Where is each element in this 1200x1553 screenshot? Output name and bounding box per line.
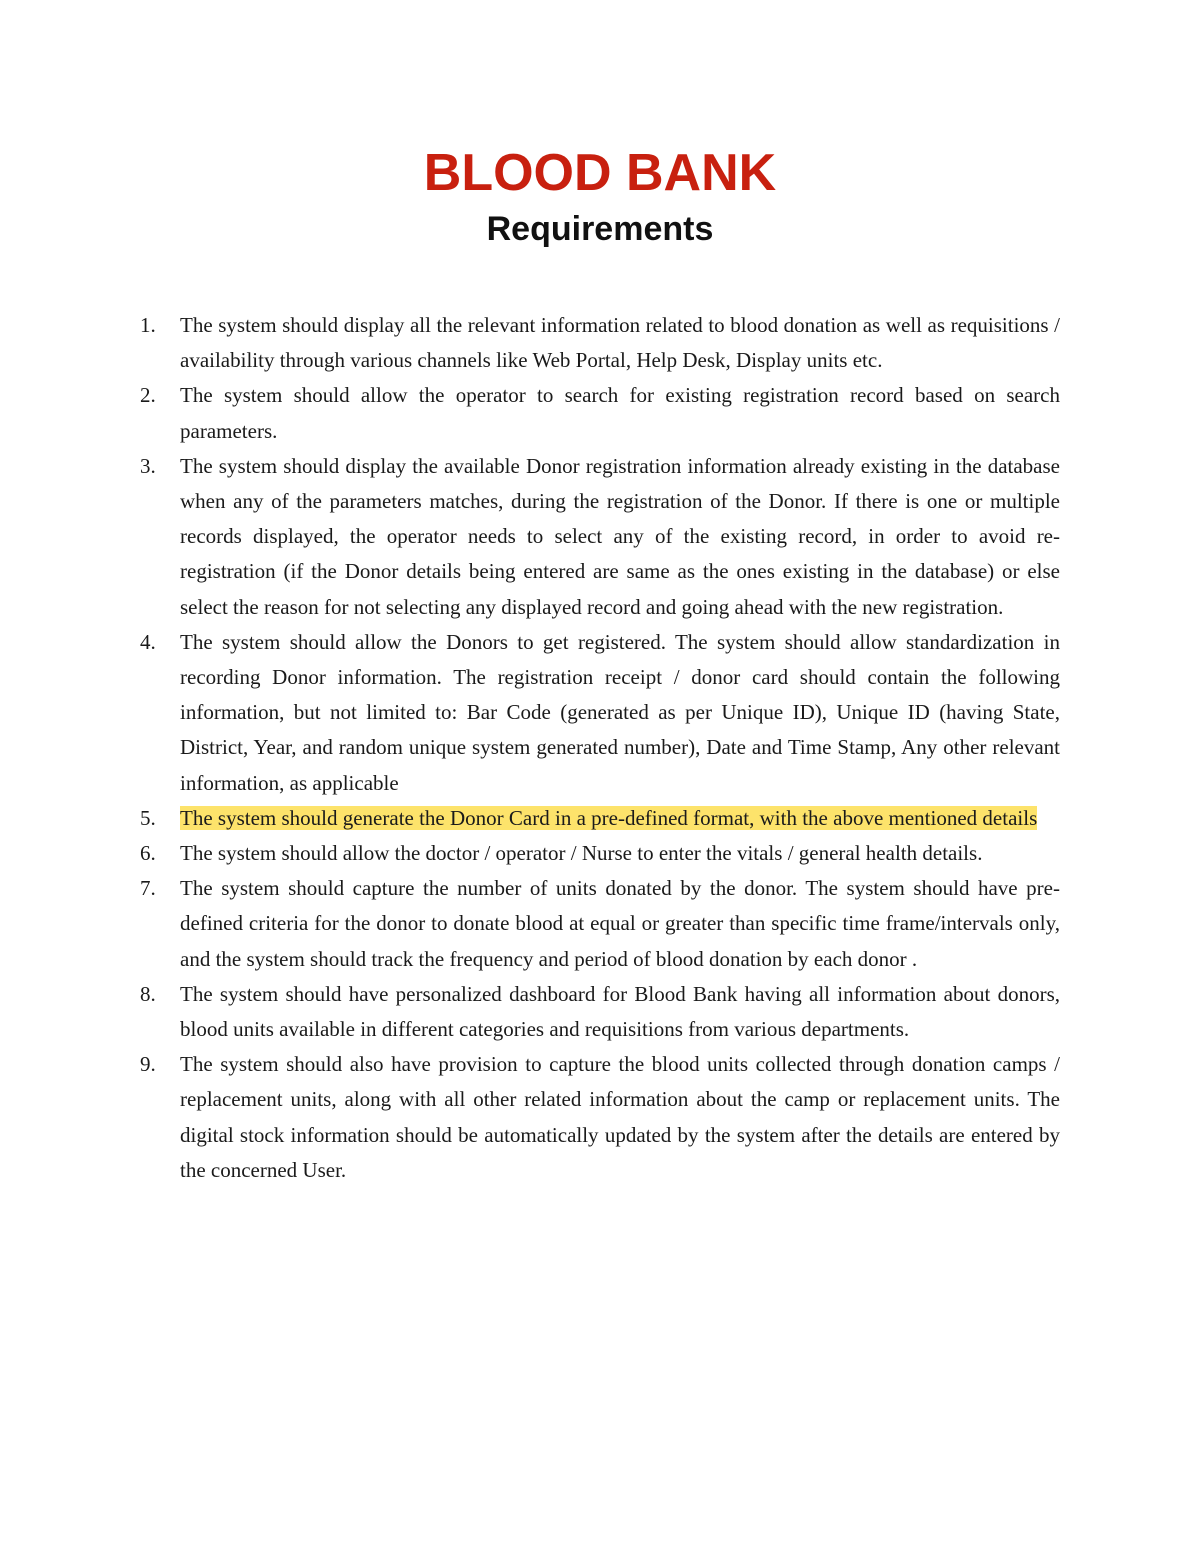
requirement-text: The system should display the available Donor registration information already existing in the database when any of the parameters matches, during the registration of the Donor. If there is one or multiple records displayed, the operator needs to select any of the existing record, in order to avoid re-registration (if the Donor details being entered are same as the ones existing in the database) or else select the reason for not selecting any displayed record and going ahead with the new registration. (180, 453, 1060, 619)
requirement-text: The system should capture the number of units donated by the donor. The system should have pre-defined criteria for the donor to donate blood at equal or greater than specific time frame/intervals only, and the system should track the frequency and period of blood donation by each donor . (180, 876, 1060, 971)
requirement-text: The system should allow the operator to search for existing registration record based on search parameters. (180, 383, 1060, 443)
requirement-number: 1. (140, 313, 156, 337)
document-title: BLOOD BANK (423, 144, 777, 202)
requirement-text: The system should display all the relevant information related to blood donation as well as requisitions / availability through various channels like Web Portal, Help Desk, Display units etc. (180, 313, 1060, 373)
requirement-text-highlighted: The system should generate the Donor Card in a pre-defined format, with the above mentioned details (180, 805, 1038, 830)
requirement-text: The system should also have provision to capture the blood units collected through donation camps / replacement units, along with all other related information about the camp or replacement units. The digital stock information should be automatically updated by the system after the details are entered by the concerned User. (180, 1052, 1060, 1182)
requirement-item (0, 871, 1200, 977)
requirements-list (0, 308, 1200, 1188)
document-subtitle: Requirements (486, 210, 714, 248)
requirement-text: The system should allow the Donors to get registered. The system should allow standardization in recording Donor information. The registration receipt / donor card should contain the following information, but not limited to: Bar Code (generated as per Unique ID), Unique ID (having State, District, Year, and random unique system generated number), Date and Time Stamp, Any other relevant information, as applicable (180, 629, 1060, 795)
requirement-item (0, 836, 1200, 871)
requirement-number: 9. (140, 1052, 156, 1077)
requirement-item (0, 308, 1200, 378)
requirement-item (0, 378, 1200, 448)
requirement-number: 4. (140, 629, 156, 654)
requirement-number: 2. (140, 383, 156, 408)
requirement-number: 8. (140, 981, 156, 1006)
requirement-number: 5. (140, 805, 156, 830)
requirement-item (0, 449, 1200, 625)
requirement-item (0, 1047, 1200, 1188)
requirement-item (0, 625, 1200, 801)
requirement-text: The system should allow the doctor / operator / Nurse to enter the vitals / general health details. (180, 841, 983, 866)
requirement-number: 7. (140, 876, 156, 901)
requirement-text: The system should have personalized dashboard for Blood Bank having all information about donors, blood units available in different categories and requisitions from various departments. (180, 981, 1060, 1042)
requirement-number: 3. (140, 453, 156, 478)
requirement-number: 6. (140, 841, 156, 866)
requirement-item-highlighted (0, 801, 1200, 836)
requirement-item (0, 977, 1200, 1047)
